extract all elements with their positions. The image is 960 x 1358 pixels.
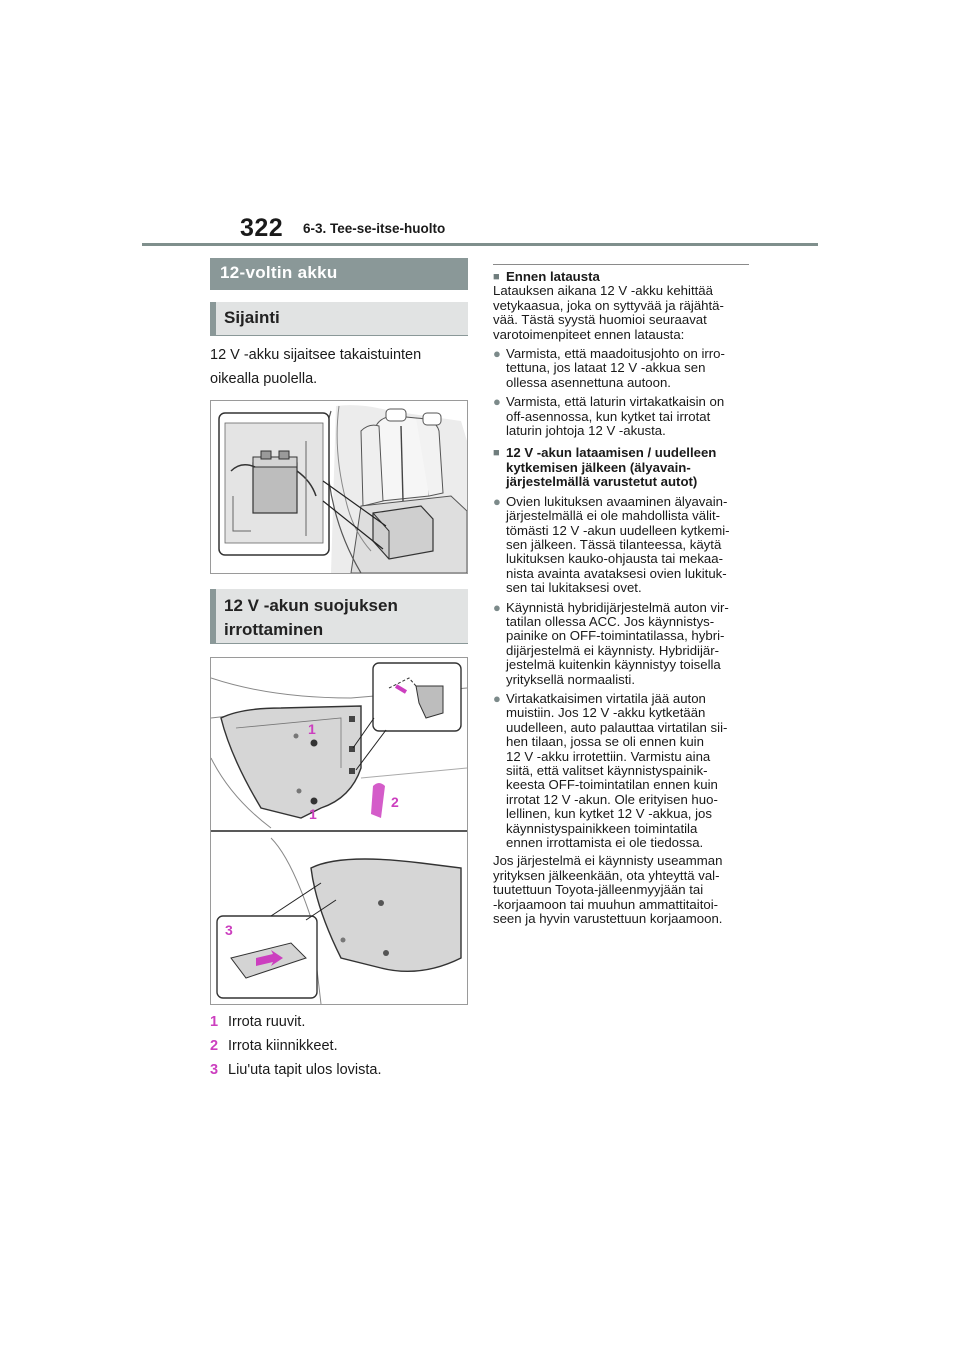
note-heading bbox=[493, 446, 749, 489]
subsection-location: Sijainti bbox=[210, 302, 468, 336]
step-number: 1 bbox=[210, 1014, 219, 1030]
bullet-item bbox=[493, 495, 749, 596]
step-number: 2 bbox=[210, 1038, 219, 1054]
notes-column bbox=[493, 264, 749, 930]
section-title: 12-voltin akku bbox=[210, 258, 468, 290]
subsection-cover-removal: 12 V -akun suojuksen irrottaminen bbox=[210, 589, 468, 644]
circle-bullet-icon: ● bbox=[493, 493, 501, 509]
circle-bullet-icon: ● bbox=[493, 394, 501, 410]
figure-label: 1 bbox=[309, 806, 317, 822]
step-item bbox=[210, 1058, 468, 1082]
subsection-underline bbox=[210, 643, 468, 644]
note-heading-text: 12 V -akun lataamisen / uudelleen kytkemisen jälkeen (älyavain- järjestelmällä varustetut autot) bbox=[506, 445, 717, 490]
square-bullet-icon: ■ bbox=[493, 271, 500, 283]
figure-label: 3 bbox=[225, 922, 233, 938]
bullet-item bbox=[493, 601, 749, 687]
subsection-underline bbox=[210, 335, 468, 336]
notes-divider bbox=[493, 264, 749, 265]
step-text: Irrota kiinnikkeet. bbox=[228, 1038, 338, 1054]
square-bullet-icon: ■ bbox=[493, 447, 500, 460]
step-number: 3 bbox=[210, 1062, 219, 1078]
figure-label: 1 bbox=[308, 721, 316, 737]
step-list bbox=[210, 1010, 468, 1082]
battery-location-figure bbox=[210, 400, 468, 574]
bullet-text: Ovien lukituksen avaaminen älyavain- järjestelmällä ei ole mahdollista välit- tömästi 12 V -akun uudelleen kytkemi- sen jälkeen. Tässä tilanteessa, käytä lukituksen kauko-ohjausta tai mekaa- nista avainta avataksesi ovien lukituk- sen tai lukitaksesi ovet. bbox=[506, 493, 730, 596]
note-heading-text: Ennen latausta bbox=[506, 269, 600, 284]
battery-location-illustration bbox=[211, 401, 467, 573]
step-item bbox=[210, 1034, 468, 1058]
cover-removal-illustration bbox=[211, 658, 467, 1004]
page-number: 322 bbox=[240, 214, 284, 242]
step-text: Irrota ruuvit. bbox=[228, 1014, 306, 1030]
bullet-item bbox=[493, 347, 749, 390]
figure-label: 2 bbox=[391, 794, 399, 810]
bullet-item bbox=[493, 692, 749, 850]
step-text: Liu'uta tapit ulos lovista. bbox=[228, 1062, 382, 1078]
bullet-item bbox=[493, 395, 749, 438]
note-paragraph: Latauksen aikana 12 V -akku kehittää vetykaasua, joka on syttyvää ja räjähtä- vää. Tästä syystä huomioi seuraavat varotoimenpiteet ennen latausta: bbox=[493, 283, 724, 342]
header-divider bbox=[142, 243, 818, 246]
circle-bullet-icon: ● bbox=[493, 346, 501, 362]
note-heading bbox=[493, 270, 749, 284]
intro-text: 12 V -akku sijaitsee takaistuinten oikealla puolella. bbox=[210, 347, 422, 387]
circle-bullet-icon: ● bbox=[493, 599, 501, 615]
closing-paragraph: Jos järjestelmä ei käynnisty useamman yrityksen jälkeenkään, ota yhteyttä val- tuutettuun Toyota-jälleenmyyjään tai -korjaamoon tai muuhun ammattitaitoi- seen ja hyvin varustettuun korjaamoon. bbox=[493, 853, 723, 927]
bullet-text: Virtakatkaisimen virtatila jää auton muistiin. Jos 12 V -akku kytketään uudelleen, auto palauttaa virtatilan sii- hen tilaan, jossa se oli ennen kuin 12 V -akku irrotettiin. Varmistu aina siitä, että valitset käynnistyspainik- keesta OFF-toimintatilan ennen kuin irrotat 12 V -akun. Ole erityisen huo- lellinen, kun kytket 12 V -akkua, jos käynnistyspainikkeen toimintatila ennen irrottamista ei ole tiedossa. bbox=[506, 690, 728, 851]
bullet-text: Käynnistä hybridijärjestelmä auton vir- tatilan ollessa ACC. Jos käynnistys- painike on OFF-toimintatilassa, hybri- dijärjestelmä ei käynnisty. Hybridijär- jestelmä kuitenkin käynnistyy toisella yrityksellä normaalisti. bbox=[506, 599, 729, 687]
cover-removal-figure bbox=[210, 657, 468, 1005]
step-item bbox=[210, 1010, 468, 1034]
chapter-title: 6-3. Tee-se-itse-huolto bbox=[303, 221, 446, 236]
circle-bullet-icon: ● bbox=[493, 690, 501, 706]
bullet-text: Varmista, että laturin virtakatkaisin on off-asennossa, kun kytket tai irrotat laturin johtoja 12 V -akusta. bbox=[506, 394, 725, 439]
bullet-text: Varmista, että maadoitusjohto on irro- tettuna, jos lataat 12 V -akkua sen ollessa asennettuna autoon. bbox=[506, 346, 725, 390]
